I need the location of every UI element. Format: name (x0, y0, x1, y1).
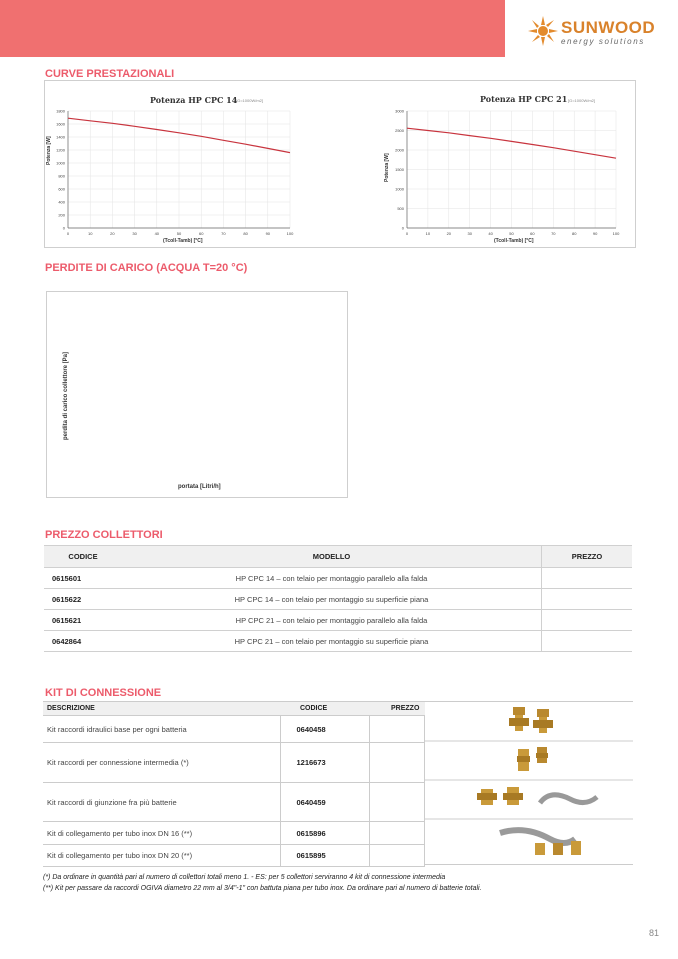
kit-price-cell (369, 743, 425, 783)
table-row (44, 568, 632, 589)
price-cell (542, 589, 633, 610)
price-model: HP CPC 21 – con telaio per montaggio parallelo alla falda (122, 610, 542, 631)
chart1-xlabel: (Tcoll-Tamb) [°C] (163, 238, 203, 244)
chart1-ytick-label: 600 (58, 186, 65, 192)
kit-code: 0615896 (280, 822, 369, 845)
kit-col-desc: DESCRIZIONE (43, 702, 280, 716)
chart1-ylabel: Potenza [W] (46, 136, 52, 165)
chart2-ytick-label: 1500 (395, 167, 404, 172)
price-table-header (44, 546, 632, 568)
brand-tagline: energy solutions (561, 37, 645, 46)
kit-col-code: CODICE (280, 702, 369, 716)
section-title-prices: PREZZO COLLETTORI (45, 529, 163, 541)
table-row (44, 631, 632, 652)
chart1-ytick-label: 0 (62, 225, 65, 231)
footnote-1: (*) Da ordinare in quantità pari al numero di collettori totali meno 1. - ES: per 5 collettori serviranno 4 kit di connessione intermedia (43, 874, 446, 881)
price-cell (542, 631, 633, 652)
chart2-ylabel: Potenza [W] (384, 153, 390, 182)
chart2-title: Potenza HP CPC 21 (480, 94, 568, 104)
kit-code: 0640459 (280, 783, 369, 822)
chart1-xtick-label: 10 (87, 231, 93, 236)
fitting-inox-hose-icon (500, 830, 581, 855)
table-row (43, 743, 425, 783)
chart2-xtick-label: 10 (425, 231, 431, 236)
kit-table-header (43, 702, 425, 716)
kit-price-cell (369, 845, 425, 867)
chart2-xtick-label: 50 (509, 231, 514, 236)
chart1-xtick-label: 60 (198, 231, 204, 236)
chart1-ytick-label: 1600 (56, 121, 65, 127)
chart2-xtick-label: 0 (405, 231, 409, 236)
kit-price-cell (369, 783, 425, 822)
chart2-xtick-label: 40 (488, 231, 493, 236)
chart1-note: [G=1000W/m2] (236, 98, 264, 103)
chart2-ytick-label: 2000 (395, 147, 404, 153)
kit-images (425, 701, 633, 865)
chart1-ytick-label: 1400 (56, 134, 65, 140)
kit-code: 0615895 (280, 845, 369, 867)
chart1-xtick-label: 40 (154, 231, 160, 236)
kit-table (43, 701, 425, 867)
price-code: 0615622 (44, 589, 122, 610)
price-cell (542, 610, 633, 631)
chart2-xtick-label: 30 (467, 231, 472, 236)
chart2-ytick-label: 1000 (395, 186, 404, 192)
table-row (43, 822, 425, 845)
chart1-xtick-label: 90 (265, 231, 271, 236)
chart1-ytick-label: 200 (58, 212, 65, 218)
chart1-title: Potenza HP CPC 14 (150, 95, 238, 105)
footnotes (43, 872, 643, 894)
table-row (43, 716, 425, 743)
kit-desc: Kit raccordi idraulici base per ogni batteria (43, 716, 280, 743)
chart2-xtick-label: 60 (530, 231, 535, 236)
chart1-ytick-label: 1000 (56, 160, 65, 166)
kit-price-cell (369, 822, 425, 845)
chart1-xtick-label: 30 (132, 231, 137, 236)
chart2-xtick-label: 20 (446, 231, 452, 236)
chart1-xtick-label: 0 (66, 231, 70, 236)
chart1-ytick-label: 400 (58, 199, 65, 205)
kit-desc: Kit di collegamento per tubo inox DN 16 (**) (43, 822, 280, 845)
chart3-ylabel: perdita di carico collettore [Pa] (63, 351, 69, 440)
section-title-kit: KIT DI CONNESSIONE (45, 687, 162, 699)
price-model: HP CPC 21 – con telaio per montaggio su superficie piana (122, 631, 542, 652)
price-col-price: PREZZO (542, 546, 633, 568)
chart2-ytick-label: 0 (401, 225, 404, 231)
kit-code: 0640458 (280, 716, 369, 743)
price-code: 0615621 (44, 610, 122, 631)
kit-price-cell (369, 716, 425, 743)
price-code: 0642864 (44, 631, 122, 652)
losses-box (46, 291, 348, 498)
chart1-ytick-label: 1200 (56, 147, 65, 153)
chart3-xlabel: portata [Litri/h] (178, 484, 221, 490)
chart2-ytick-label: 3000 (395, 108, 404, 114)
chart2-note: [G=1000W/m2] (568, 98, 596, 103)
price-col-code: CODICE (44, 546, 122, 568)
chart1-xtick-label: 50 (176, 231, 182, 236)
chart1-ytick-label: 1800 (56, 108, 65, 114)
footnote-2: (**) Kit per passare da raccordi OGIVA diametro 22 mm al 3/4"-1" con battuta piana per tubo inox. Da ordinare pari al numero di batterie totali. (43, 885, 482, 892)
kit-desc: Kit raccordi per connessione intermedia (*) (43, 743, 280, 783)
chart2-xlabel: (Tcoll-Tamb) [°C] (494, 238, 534, 244)
chart1-ytick-label: 800 (58, 173, 65, 179)
chart1-xtick-label: 20 (110, 231, 115, 236)
price-table (44, 545, 632, 652)
chart2-xtick-label: 70 (551, 231, 556, 236)
chart2-xtick-label: 100 (612, 231, 620, 236)
chart2-xtick-label: 80 (571, 231, 577, 236)
chart2-ytick-label: 2500 (395, 128, 404, 133)
kit-col-price: PREZZO (369, 702, 425, 716)
table-row (44, 589, 632, 610)
table-row (43, 845, 425, 867)
kit-code: 1216673 (280, 743, 369, 783)
price-model: HP CPC 14 – con telaio per montaggio parallelo alla falda (122, 568, 542, 589)
fitting-coupler-icon (517, 747, 548, 771)
chart2-xtick-label: 90 (592, 231, 598, 236)
kit-desc: Kit di collegamento per tubo inox DN 20 (**) (43, 845, 280, 867)
price-cell (542, 568, 633, 589)
chart2-ytick-label: 500 (397, 206, 404, 211)
fitting-junction-icon (477, 787, 597, 805)
brand-name: SUNWOOD (561, 18, 656, 37)
chart1-xtick-label: 70 (221, 231, 226, 236)
chart1-xtick-label: 100 (286, 231, 294, 236)
table-row (44, 610, 632, 631)
price-code: 0615601 (44, 568, 122, 589)
chart1-xtick-label: 80 (243, 231, 248, 236)
page-number: 81 (649, 928, 660, 938)
table-row (43, 783, 425, 822)
fitting-tee-icon (509, 707, 553, 733)
price-col-model: MODELLO (122, 546, 542, 568)
kit-desc: Kit raccordi di giunzione fra più batterie (43, 783, 280, 822)
price-model: HP CPC 14 – con telaio per montaggio su superficie piana (122, 589, 542, 610)
section-title-losses: PERDITE DI CARICO (ACQUA T=20 °C) (45, 262, 248, 274)
section-title-curves: CURVE PRESTAZIONALI (45, 68, 175, 80)
